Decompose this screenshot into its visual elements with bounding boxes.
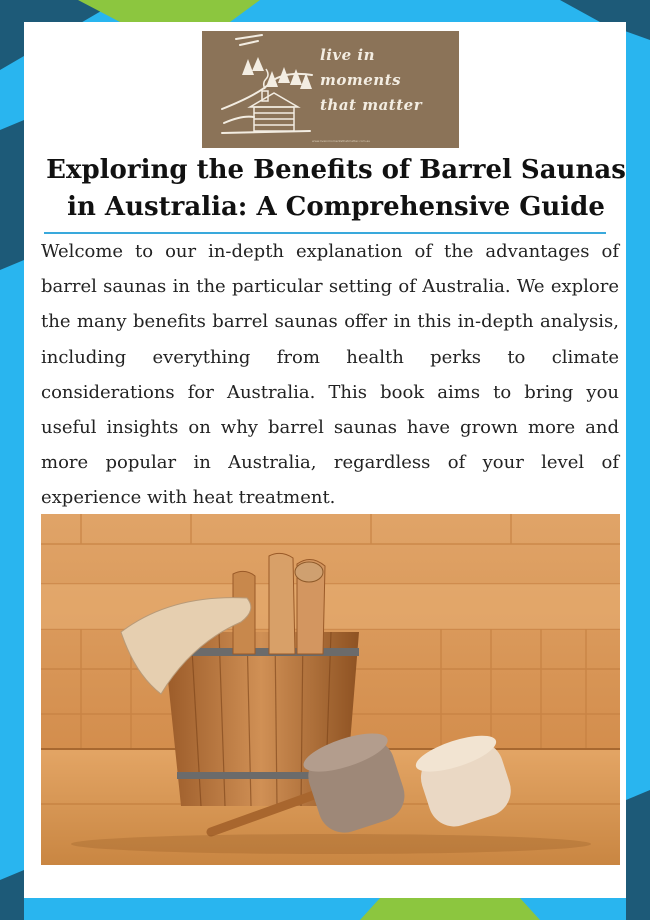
logo-line: live in — [320, 46, 375, 64]
logo-line: moments — [320, 71, 402, 89]
intro-paragraph: Welcome to our in-depth explanation of the advantages of barrel saunas in the particular setting of Australia. We explore the many benefits barrel saunas offer in this in-depth analysis, including everything from health perks to climate considerations for Australia. This book aims to bring you useful insights on why barrel saunas have grown more and more popular in Australia, regardless of your level of experience with heat treatment. — [41, 241, 619, 509]
logo-line: that matter — [320, 96, 423, 114]
article-title: Exploring the Benefits of Barrel Saunas in Australia: A Comprehensive Guide — [46, 155, 626, 222]
logo-url: www.liveinmomentsthatmatter.com.au — [312, 139, 371, 143]
brand-logo — [202, 31, 459, 148]
logo-tagline — [320, 43, 455, 118]
sauna-bucket-photo — [41, 514, 620, 865]
cabin-illustration — [202, 31, 320, 148]
